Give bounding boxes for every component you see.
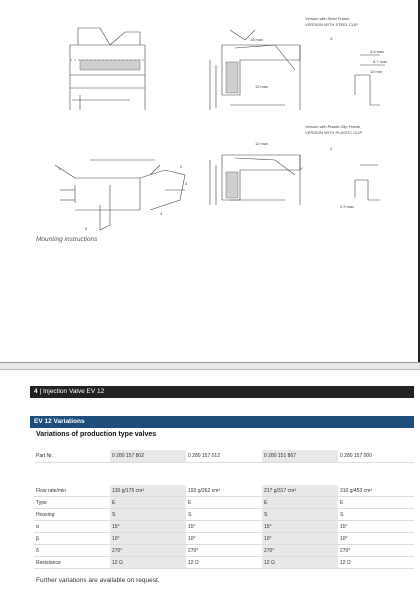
page-header-title: Injection Valve EV 12 [42, 388, 105, 395]
steel-title-1: Version with Steel Frame [305, 16, 350, 21]
partno-cell: 0 280 157 012 [186, 450, 262, 463]
table-row [34, 485, 414, 497]
dim-d: 6.7 max [373, 59, 388, 64]
page-header-bar [30, 386, 414, 398]
table-cell: 15° [186, 521, 262, 533]
part-number-table [34, 450, 414, 463]
page-divider [0, 362, 420, 370]
table-cell: E [262, 497, 338, 509]
dim-e: 10 min [370, 69, 383, 74]
table-cell: 12 Ω [262, 557, 338, 569]
table-cell: 270° [186, 545, 262, 557]
table-cell: 10° [338, 533, 414, 545]
table-cell: E [338, 497, 414, 509]
row-label: Resistance [34, 557, 110, 569]
specs-table [34, 485, 414, 569]
row-label: δ [34, 545, 110, 557]
label-x: X [330, 36, 333, 41]
row-label: Flow rate/min [34, 485, 110, 497]
table-cell: 12 Ω [338, 557, 414, 569]
label-3: 3 [185, 181, 188, 186]
table-cell: 10° [262, 533, 338, 545]
label-5: 5 [85, 226, 88, 231]
mounting-drawing [0, 0, 418, 250]
table-cell: 15° [338, 521, 414, 533]
table-cell: 270° [110, 545, 186, 557]
table-cell: 270° [338, 545, 414, 557]
table-cell: 217 g/317 cm³ [262, 485, 338, 497]
row-label: β [34, 533, 110, 545]
mounting-caption: Mounting instructions [36, 236, 98, 243]
table-cell: E [186, 497, 262, 509]
partno-cell: 0 280 151 867 [262, 450, 338, 463]
table-cell: 12 Ω [186, 557, 262, 569]
table-row [34, 509, 414, 521]
label-4: 4 [160, 211, 163, 216]
dim-g: 2.9 max [340, 204, 355, 209]
dim-a: 18 max [250, 37, 264, 42]
row-label: Type [34, 497, 110, 509]
table-row [34, 533, 414, 545]
steel-title-2: VERSION WITH STEEL CLIP [305, 22, 358, 27]
table-cell: S [186, 509, 262, 521]
table-row [34, 557, 414, 569]
section-title-bar: EV 12 Variations [30, 416, 414, 428]
table-cell: S [262, 509, 338, 521]
table-row [34, 497, 414, 509]
label-2: 2 [180, 164, 183, 169]
table-row [34, 545, 414, 557]
partno-cell: 0 280 157 802 [110, 450, 186, 463]
table-cell: 270° [262, 545, 338, 557]
table-cell: E [110, 497, 186, 509]
plastic-title-2: VERSION WITH PLASTIC CLIP [305, 130, 363, 135]
table-cell: 15° [262, 521, 338, 533]
part-number-row [34, 450, 414, 463]
label-y: Y [300, 166, 303, 171]
table-cell: 193 g/262 cm³ [186, 485, 262, 497]
dim-c: 3.6 max [370, 49, 385, 54]
row-label: α [34, 521, 110, 533]
partno-cell: 0 280 157 000 [338, 450, 414, 463]
table-cell: 310 g/453 cm³ [338, 485, 414, 497]
row-label: Housing [34, 509, 110, 521]
table-cell: 15° [110, 521, 186, 533]
section-subtitle: Variations of production type valves [36, 431, 157, 438]
variations-page [0, 370, 420, 600]
divider-glyph: | [39, 388, 42, 395]
table-cell: 130 g/175 cm³ [110, 485, 186, 497]
partno-label: Part Nr. [34, 450, 110, 463]
label-1: 1 [58, 166, 61, 171]
page-number: 4 [34, 388, 38, 395]
table-cell: 12 Ω [110, 557, 186, 569]
table-row [34, 521, 414, 533]
dim-f: 12 max [255, 141, 269, 146]
label-z: Z [330, 146, 333, 151]
table-cell: 10° [110, 533, 186, 545]
footnote: Further variations are available on request. [36, 577, 160, 584]
dim-b: 13 max [255, 84, 269, 89]
table-cell: S [338, 509, 414, 521]
table-cell: S [110, 509, 186, 521]
plastic-title-1: Version with Plastic Clip Frame [305, 124, 361, 129]
table-cell: 10° [186, 533, 262, 545]
